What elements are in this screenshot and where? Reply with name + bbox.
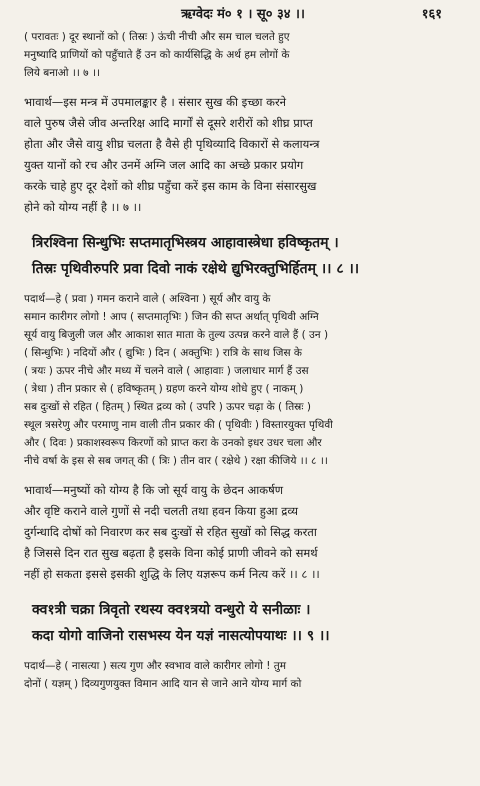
mantra-9-verse: [24, 597, 462, 649]
verse-line: कदा योगो वाजिनो रासभस्य येन यज्ञं नासत्योपयाथः ।। ९ ।।: [32, 628, 330, 644]
mantra-7-bhavarth: [24, 92, 462, 218]
page-header: [24, 0, 462, 28]
text-line: ( त्रेधा ) तीन प्रकार से ( हविष्कृतम् ) ग्रहण करने योग्य शोधे हुए ( नाकम् ): [24, 383, 304, 395]
verse-line: तिस्रः पृथिवीरुपरि प्रवा दिवो नाकं रक्षेथे द्युभिरक्तुभिर्हितम् ।। ८ ।।: [32, 261, 360, 277]
text-line: स्थूल त्रसरेणु और परमाणु नाम वाली तीन प्रकार की ( पृथिवीः ) विस्तारयुक्त पृथिवी: [24, 419, 333, 431]
text-line: समान कारीगर लोगो ! आप ( सप्तमातृभिः ) जिन की सप्त अर्थात् पृथिवी अग्नि: [24, 311, 319, 323]
mantra-8-padarth: [24, 290, 462, 470]
verse-line: त्रिरश्विना सिन्धुभिः सप्तमातृभिस्त्रय आहावास्त्रेधा हविष्कृतम् ।: [32, 235, 339, 251]
text-line: पदार्थ—हे ( नासत्या ) सत्य गुण और स्वभाव वाले कारीगर लोगो ! तुम: [24, 660, 287, 672]
text-line: ( त्रयः ) ऊपर नीचे और मध्य में चलने वाले ( आहावाः ) जलाधार मार्ग हैं उस: [24, 365, 309, 377]
text-line: भावार्थ—इस मन्त्र में उपमालङ्कार है । संसार सुख की इच्छा करने: [24, 95, 287, 109]
text-line: होता और जैसे वायु शीघ्र चलता है वैसे ही पृथिव्यादि विकारों से कलायन्त्र: [24, 137, 320, 151]
text-line: मनुष्यादि प्राणियों को पहुँचाते हैं उन को कार्यसिद्धि के अर्थ हम लोगों के: [24, 49, 290, 61]
text-line: है जिससे दिन रात सुख बढ़ता है इसके विना कोई प्राणी जीवने को समर्थ: [24, 546, 318, 560]
text-line: लिये बनाओ ।। ७ ।।: [24, 67, 100, 79]
text-line: वाले पुरुष जैसे जीव अन्तरिक्ष आदि मार्गों से दूसरे शरीरों को शीघ्र प्राप्त: [24, 116, 313, 130]
text-line: पदार्थ—हे ( प्रवा ) गमन कराने वाले ( अश्विना ) सूर्य और वायु के: [24, 293, 271, 305]
verse-line: क्व१त्री चक्रा त्रिवृतो रथस्य क्व१त्रयो वन्धुरो ये सनीळाः ।: [32, 602, 311, 618]
mantra-9-padarth: [24, 657, 462, 693]
text-line: ( सिन्धुभिः ) नदियों और ( द्युभिः ) दिन ( अक्तुभिः ) रात्रि के साथ जिस के: [24, 347, 302, 359]
text-line: दोनों ( यज्ञम् ) दिव्यगुणयुक्त विमान आदि यान से जाने आने योग्य मार्ग को: [24, 678, 302, 690]
running-title: ऋग्वेदः मं० १ । सू० ३४ ।।: [181, 7, 305, 22]
text-line: भावार्थ—मनुष्यों को योग्य है कि जो सूर्य वायु के छेदन आकर्षण: [24, 483, 284, 497]
text-line: और ( दिवः ) प्रकाशस्वरूप किरणों को प्राप्त करा के उनको इधर उधर चला और: [24, 437, 322, 449]
text-line: सूर्य वायु बिजुली जल और आकाश सात माता के तुल्य उत्पन्न करने वाले हैं ( उन ): [24, 329, 329, 341]
mantra-8-verse: [24, 230, 462, 282]
mantra-8-bhavarth: [24, 480, 462, 585]
mantra-7-padarth-continuation: [24, 28, 462, 82]
text-line: सब दुःखों से रहित ( हितम् ) स्थित द्रव्य को ( उपरि ) ऊपर चढ़ा के ( तिस्रः ): [24, 401, 311, 413]
text-line: युक्त यानों को रच और उनमें अग्नि जल आदि का अच्छे प्रकार प्रयोग: [24, 158, 304, 172]
text-line: करके चाहे हुए दूर देशों को शीघ्र पहुँचा करें इस काम के विना संसारसुख: [24, 179, 317, 193]
text-line: होने को योग्य नहीं है ।। ७ ।।: [24, 200, 142, 214]
text-line: दुर्गन्धादि दोषों को निवारण कर सब दुःखों से रहित सुखों को सिद्ध करता: [24, 525, 317, 539]
text-line: और वृष्टि कराने वाले गुणों से नदी चलती तथा हवन किया हुआ द्रव्य: [24, 504, 298, 518]
text-line: नीचे वर्षा के इस से सब जगत् की ( त्रिः ) तीन वार ( रक्षेथे ) रक्षा कीजिये ।। ८ ।।: [24, 455, 328, 467]
text-line: नहीं हो सकता इससे इसकी शुद्धि के लिए यज्ञरूप कर्म नित्य करें ।। ८ ।।: [24, 567, 320, 581]
page-number: १६१: [421, 7, 442, 22]
text-line: ( परावतः ) दूर स्थानों को ( तिस्रः ) ऊंची नीची और सम चाल चलते हुए: [24, 31, 290, 43]
